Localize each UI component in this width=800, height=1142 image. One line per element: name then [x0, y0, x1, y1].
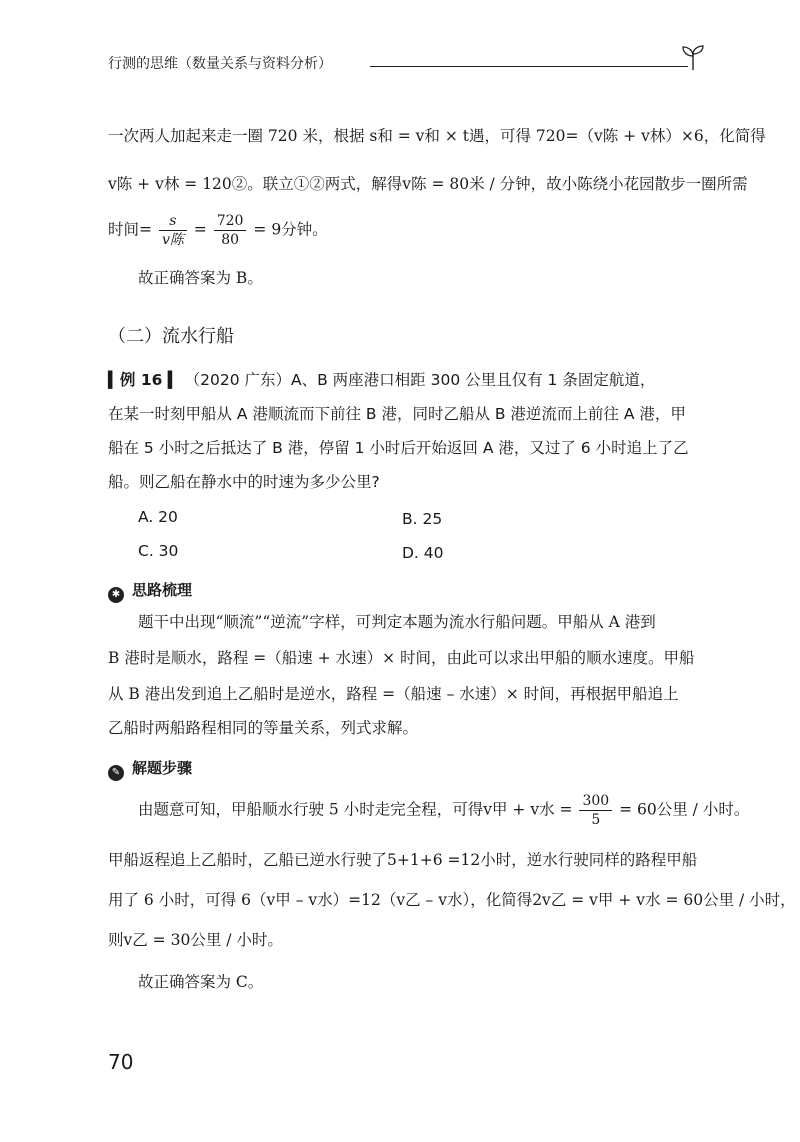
sprout-icon: [680, 44, 706, 72]
header-title: 行测的思维（数量关系与资料分析）: [108, 56, 332, 72]
example-line-3: 船在 5 小时之后抵达了 B 港，停留 1 小时后开始返回 A 港，又过了 6 小时追上了乙: [108, 439, 689, 457]
example-text-1: （2020 广东）A、B 两座港口相距 300 公里且仅有 1 条固定航道，: [184, 371, 656, 389]
analysis-heading: [108, 579, 192, 603]
fraction-numerator: 300: [579, 792, 612, 811]
time-result: = 9分钟。: [253, 220, 328, 239]
solution-answer: 故正确答案为 C。: [138, 973, 264, 991]
option-d: D. 40: [402, 544, 444, 562]
example-line-2: 在某一时刻甲船从 A 港顺流而下前往 B 港，同时乙船从 B 港逆流而上前往 A 港，甲: [108, 405, 686, 423]
section-title: （二）流水行船: [108, 326, 234, 347]
analysis-line-4: 乙船时两船路程相同的等量关系，列式求解。: [108, 719, 419, 737]
option-c: C. 30: [138, 542, 179, 560]
fraction-720-over-80: [214, 212, 247, 249]
prev-answer: 故正确答案为 B。: [138, 269, 263, 287]
solution-line-2: 甲船返程追上乙船时，乙船已逆水行驶了5+1+6 =12小时，逆水行驶同样的路程甲船: [108, 851, 698, 869]
prev-solution-line-2: v陈 + v林 = 120②。联立①②两式，解得v陈 = 80米 / 分钟，故小陈绕小花园散步一圈所需: [108, 175, 748, 193]
analysis-line-1: 题干中出现“顺流”“逆流”字样，可判定本题为流水行船问题。甲船从 A 港到: [138, 613, 656, 631]
fraction-numerator: 720: [214, 212, 247, 231]
solution-line-3: 用了 6 小时，可得 6（v甲 – v水）=12（v乙 – v水），化简得2v乙 = v甲 + v水 = 60公里 / 小时，: [108, 891, 796, 909]
fraction-numerator: s: [159, 212, 187, 231]
solution-line-1-suffix: = 60公里 / 小时。: [619, 800, 750, 819]
analysis-line-3: 从 B 港出发到追上乙船时是逆水，路程 =（船速 – 水速）× 时间，再根据甲船追上: [108, 685, 679, 703]
running-header: [108, 50, 698, 80]
solution-heading-text: 解题步骤: [132, 759, 193, 777]
fraction-s-over-v: [159, 212, 187, 249]
fraction-denominator: v陈: [161, 232, 184, 248]
analysis-heading-text: 思路梳理: [132, 581, 193, 599]
prev-solution-line-3: 时间= $\frac{s}{\text{v陈}}$ = $\frac{720}{80}$ = 9分钟。: [108, 213, 328, 248]
lightbulb-icon: ✱: [108, 587, 124, 603]
option-b: B. 25: [402, 510, 443, 528]
fraction-denominator: 80: [221, 232, 240, 248]
header-rule: [370, 66, 688, 67]
fraction-denominator: 5: [591, 812, 601, 828]
solution-line-1-prefix: 由题意可知，甲船顺水行驶 5 小时走完全程，可得v甲 + v水 =: [138, 800, 573, 819]
analysis-line-2: B 港时是顺水，路程 =（船速 + 水速）× 时间，由此可以求出甲船的顺水速度。甲船: [108, 649, 695, 667]
example-line-1: [108, 370, 655, 390]
example-tag: ▍例 16 ▍: [108, 371, 180, 389]
key-icon: ✎: [108, 765, 124, 781]
example-line-4: 船。则乙船在静水中的时速为多少公里?: [108, 473, 380, 491]
page-number: 70: [108, 1050, 134, 1074]
prev-solution-line-1: 一次两人加起来走一圈 720 米，根据 s和 = v和 × t遇，可得 720=（v陈 + v林）×6，化简得: [108, 127, 766, 145]
fraction-300-over-5: [579, 792, 612, 829]
solution-line-1: [138, 792, 749, 829]
option-a: A. 20: [138, 508, 178, 526]
solution-line-4: 则v乙 = 30公里 / 小时。: [108, 931, 283, 949]
solution-heading: [108, 757, 192, 781]
time-label: 时间=: [108, 220, 152, 239]
